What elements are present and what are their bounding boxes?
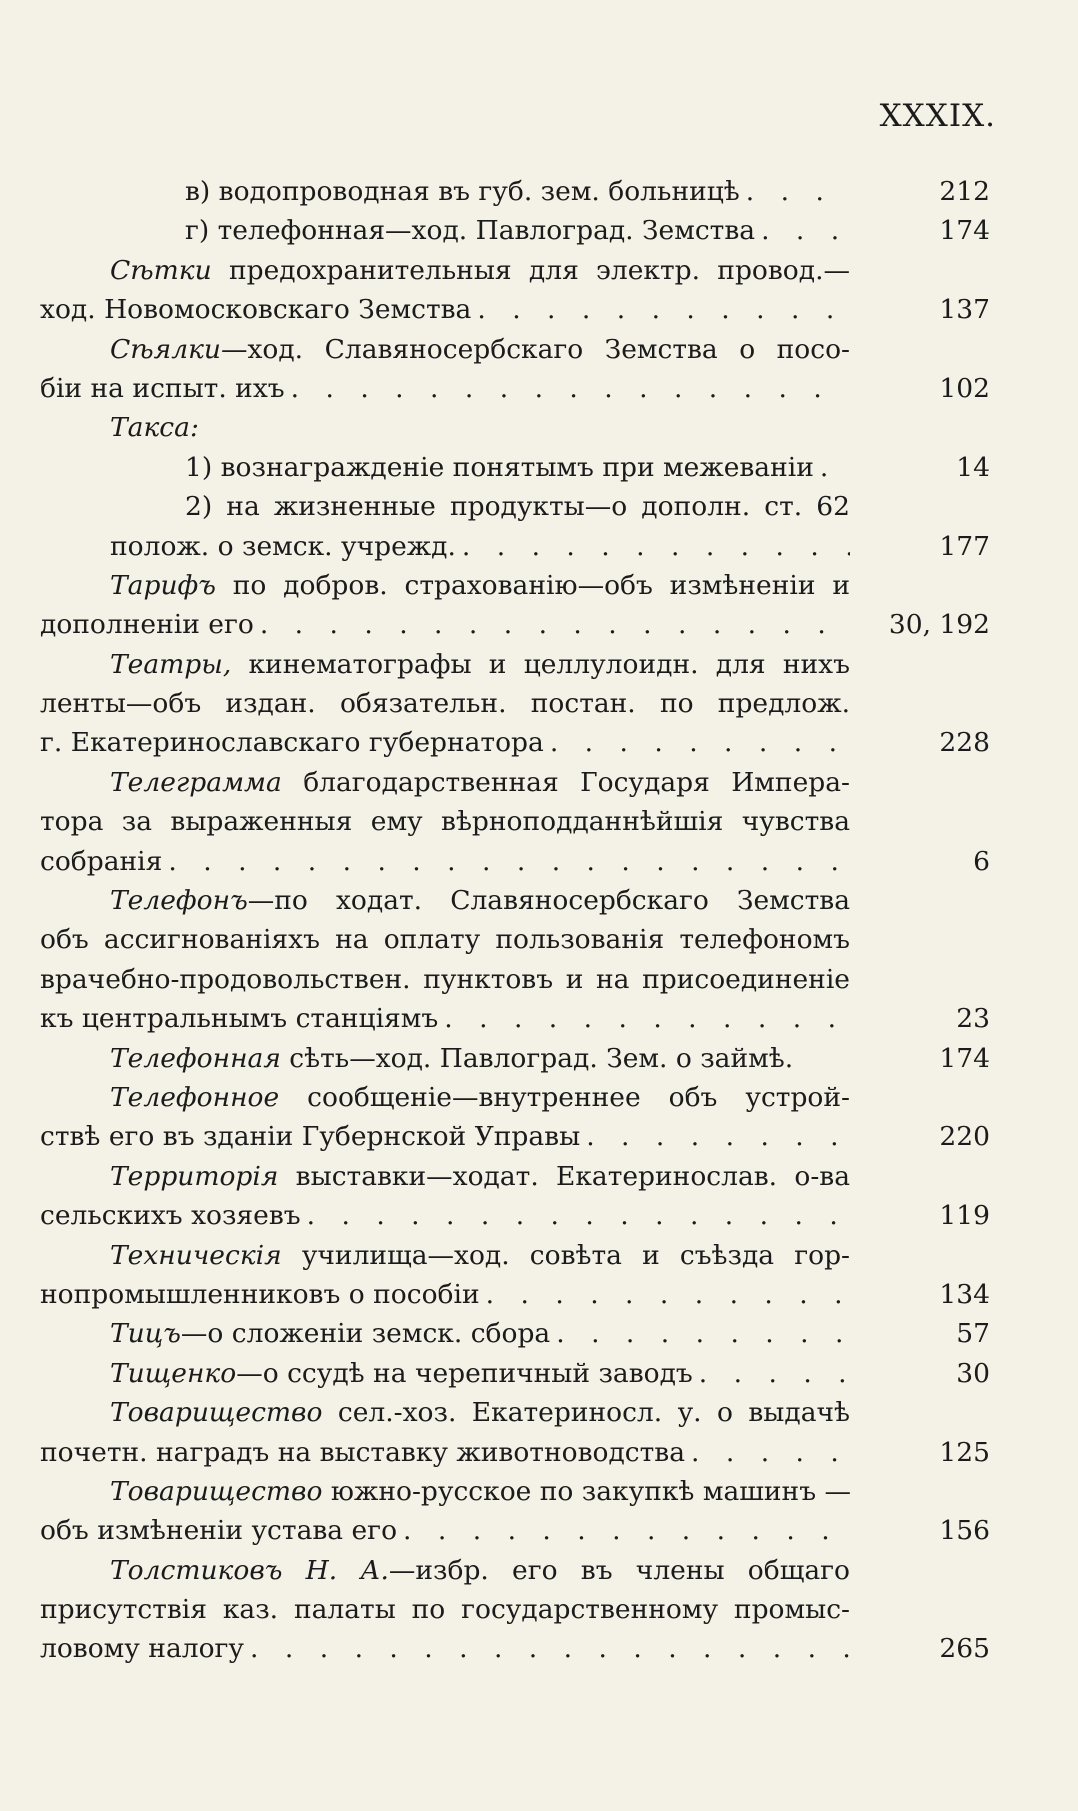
entry-text bbox=[40, 1039, 850, 1078]
entry-description: 2) на жизненные продукты—о дополн. ст. 62 bbox=[185, 491, 850, 523]
entry-text bbox=[40, 723, 850, 762]
page-reference: 125 bbox=[939, 1436, 990, 1468]
index-line bbox=[40, 881, 990, 920]
entry-description: —о ссудѣ на черепичный заводъ bbox=[236, 1357, 693, 1389]
index-line bbox=[40, 645, 990, 684]
entry-text bbox=[40, 369, 850, 408]
entry-text bbox=[40, 1590, 850, 1629]
index-line bbox=[40, 1039, 990, 1078]
dot-leader bbox=[814, 448, 850, 487]
index-line bbox=[40, 1472, 990, 1511]
page-number: XXXIX. bbox=[879, 98, 996, 134]
dot-leader bbox=[580, 1117, 850, 1156]
index-line bbox=[40, 1354, 990, 1393]
dot-leader bbox=[285, 369, 850, 408]
page-reference: 156 bbox=[939, 1515, 990, 1547]
entry-text bbox=[40, 1393, 850, 1432]
entry-text bbox=[40, 1314, 850, 1353]
entry-text bbox=[40, 1078, 850, 1117]
page-reference: 174 bbox=[939, 215, 990, 247]
entry-description: сообщеніе—внутреннее объ устрой- bbox=[279, 1081, 850, 1113]
entry-description: сѣть—ход. Павлоград. Зем. о займѣ. bbox=[280, 1042, 794, 1074]
index-line bbox=[40, 1629, 990, 1668]
dot-leader bbox=[438, 999, 850, 1038]
index-line bbox=[40, 527, 990, 566]
entry-description: нопромышленниковъ о пособіи bbox=[40, 1278, 480, 1310]
entry-headword: Телефонное bbox=[110, 1081, 280, 1113]
page-reference: 177 bbox=[939, 530, 990, 562]
page-reference: 228 bbox=[939, 727, 990, 759]
entry-text bbox=[40, 1354, 850, 1393]
entry-headword: Тарифъ bbox=[110, 569, 216, 601]
index-line bbox=[40, 566, 990, 605]
page-reference: 6 bbox=[973, 845, 990, 877]
entry-text bbox=[40, 1472, 850, 1511]
entry-description: —по ходат. Славяносербскаго Земства bbox=[247, 885, 850, 917]
entry-description: училища—ход. совѣта и съѣзда гор- bbox=[281, 1239, 850, 1271]
page-reference: 30, 192 bbox=[888, 609, 990, 641]
page-reference: 102 bbox=[939, 372, 990, 404]
index-line bbox=[40, 330, 990, 369]
entry-description: благодарственная Государя Импера- bbox=[281, 766, 850, 798]
index-line bbox=[40, 487, 990, 526]
entry-description: дополненіи его bbox=[40, 609, 254, 641]
entry-headword: Телефонъ bbox=[110, 885, 248, 917]
entry-description: кинематографы и целлулоидн. для нихъ bbox=[231, 648, 850, 680]
entry-text bbox=[40, 527, 850, 566]
index-line bbox=[40, 1275, 990, 1314]
entry-description: —ход. Славяносербскаго Земства о посо- bbox=[220, 333, 850, 365]
page-reference: 174 bbox=[939, 1042, 990, 1074]
entry-text bbox=[40, 1157, 850, 1196]
entry-headword: Театры, bbox=[110, 648, 232, 680]
page-reference: 57 bbox=[956, 1318, 990, 1350]
dot-leader bbox=[693, 1354, 850, 1393]
entry-text bbox=[40, 211, 850, 250]
entry-text bbox=[40, 1629, 850, 1668]
index-line bbox=[40, 605, 990, 644]
dot-leader bbox=[755, 211, 850, 250]
entry-description: в) водопроводная въ губ. зем. больницѣ bbox=[185, 176, 740, 207]
entry-description: собранія bbox=[40, 845, 163, 877]
entry-description: присутствія каз. палаты по государственному промыс- bbox=[40, 1594, 850, 1626]
entry-description: предохранительныя для электр. провод.— bbox=[211, 254, 850, 286]
entry-text bbox=[40, 960, 850, 999]
index-line bbox=[40, 1236, 990, 1275]
index-line bbox=[40, 1117, 990, 1156]
index-line bbox=[40, 1551, 990, 1590]
entry-description: —избр. его въ члены общаго bbox=[388, 1554, 850, 1586]
index-line bbox=[40, 1157, 990, 1196]
entry-headword: Тицъ bbox=[110, 1318, 181, 1350]
index-line bbox=[40, 684, 990, 723]
entry-text bbox=[40, 1117, 850, 1156]
entry-description: полож. о земск. учрежд. bbox=[110, 530, 456, 562]
dot-leader bbox=[456, 527, 850, 566]
dot-leader bbox=[162, 842, 850, 881]
entry-description: ствѣ его въ зданіи Губернской Управы bbox=[40, 1121, 581, 1153]
dot-leader bbox=[740, 172, 850, 211]
index-entries bbox=[40, 172, 990, 1669]
index-line bbox=[40, 802, 990, 841]
page-reference: 212 bbox=[939, 176, 990, 207]
entry-headword: Тищенко bbox=[110, 1357, 237, 1389]
entry-headword: Телеграмма bbox=[110, 766, 282, 798]
entry-description: сел.-хоз. Екатериносл. у. о выдачѣ bbox=[322, 1397, 850, 1429]
index-line bbox=[40, 1393, 990, 1432]
dot-leader bbox=[301, 1196, 850, 1235]
index-line bbox=[40, 1433, 990, 1472]
dot-leader bbox=[550, 1314, 850, 1353]
dot-leader bbox=[254, 605, 850, 644]
page-reference: 137 bbox=[939, 294, 990, 326]
entry-headword: Территорія bbox=[110, 1160, 279, 1192]
entry-headword: Техническія bbox=[110, 1239, 282, 1271]
entry-headword: Такса: bbox=[110, 412, 199, 444]
entry-description: объ измѣненіи устава его bbox=[40, 1515, 398, 1547]
entry-description: ловому налогу bbox=[40, 1633, 245, 1665]
entry-description: сельскихъ хозяевъ bbox=[40, 1200, 301, 1232]
index-line bbox=[40, 369, 990, 408]
dot-leader bbox=[397, 1511, 850, 1550]
entry-text bbox=[40, 881, 850, 920]
entry-headword: Сѣтки bbox=[110, 254, 212, 286]
page-reference: 30 bbox=[956, 1357, 990, 1389]
index-line bbox=[40, 408, 990, 447]
page-reference: 119 bbox=[939, 1200, 990, 1232]
entry-text bbox=[40, 763, 850, 802]
entry-text bbox=[40, 999, 850, 1038]
entry-text bbox=[40, 251, 850, 290]
dot-leader bbox=[480, 1275, 850, 1314]
index-line bbox=[40, 448, 990, 487]
entry-text bbox=[40, 172, 850, 211]
entry-text bbox=[40, 1275, 850, 1314]
entry-text bbox=[40, 1236, 850, 1275]
entry-description: по добров. страхованію—объ измѣненіи и bbox=[215, 569, 850, 601]
entry-description: объ ассигнованіяхъ на оплату пользованія телефономъ bbox=[40, 924, 850, 956]
entry-text bbox=[40, 290, 850, 329]
entry-description: врачебно-продовольствен. пунктовъ и на присоединеніе bbox=[40, 963, 850, 995]
entry-description: г) телефонная—ход. Павлоград. Земства bbox=[185, 215, 756, 247]
entry-description: тора за выраженныя ему вѣрноподданнѣйшія чувства bbox=[40, 806, 850, 838]
dot-leader bbox=[244, 1629, 850, 1668]
page-reference: 134 bbox=[939, 1278, 990, 1310]
index-line bbox=[40, 1511, 990, 1550]
entry-text bbox=[40, 920, 850, 959]
entry-description: —о сложеніи земск. сбора bbox=[180, 1318, 551, 1350]
entry-text bbox=[40, 408, 850, 447]
entry-text bbox=[40, 605, 850, 644]
entry-description: южно-русское по закупкѣ машинъ — bbox=[322, 1475, 851, 1507]
dot-leader bbox=[685, 1433, 850, 1472]
entry-headword: Сѣялки bbox=[110, 333, 221, 365]
entry-text bbox=[40, 1551, 850, 1590]
page-reference: 220 bbox=[939, 1121, 990, 1153]
entry-description: почетн. наградъ на выставку животноводства bbox=[40, 1436, 685, 1468]
entry-description: ленты—объ издан. обязательн. постан. по предлож. bbox=[40, 688, 850, 720]
index-line bbox=[40, 999, 990, 1038]
index-line bbox=[40, 251, 990, 290]
page-reference: 14 bbox=[956, 451, 990, 483]
index-line bbox=[40, 211, 990, 250]
index-line bbox=[40, 1590, 990, 1629]
entry-description: выставки—ходат. Екатеринослав. о-ва bbox=[278, 1160, 850, 1192]
entry-description: біи на испыт. ихъ bbox=[40, 372, 285, 404]
entry-text bbox=[40, 1196, 850, 1235]
index-line bbox=[40, 723, 990, 762]
entry-text bbox=[40, 684, 850, 723]
entry-text bbox=[40, 1433, 850, 1472]
index-line bbox=[40, 960, 990, 999]
entry-text bbox=[40, 645, 850, 684]
entry-headword: Телефонная bbox=[110, 1042, 281, 1074]
dot-leader bbox=[471, 290, 850, 329]
entry-description: 1) вознагражденіе понятымъ при межеваніи bbox=[185, 451, 814, 483]
entry-headword: Товарищество bbox=[110, 1475, 323, 1507]
page-reference: 23 bbox=[956, 1003, 990, 1035]
index-line bbox=[40, 1078, 990, 1117]
entry-headword: Товарищество bbox=[110, 1397, 323, 1429]
entry-text bbox=[40, 842, 850, 881]
index-line bbox=[40, 290, 990, 329]
entry-text bbox=[40, 1511, 850, 1550]
entry-text bbox=[40, 448, 850, 487]
index-line bbox=[40, 920, 990, 959]
index-line bbox=[40, 763, 990, 802]
index-line bbox=[40, 1314, 990, 1353]
entry-description: г. Екатеринославскаго губернатора bbox=[40, 727, 544, 759]
index-line bbox=[40, 172, 990, 211]
entry-text bbox=[40, 566, 850, 605]
page-reference: 265 bbox=[939, 1633, 990, 1665]
index-line bbox=[40, 1196, 990, 1235]
entry-description: ход. Новомосковскаго Земства bbox=[40, 294, 472, 326]
entry-text bbox=[40, 802, 850, 841]
index-line bbox=[40, 842, 990, 881]
entry-text bbox=[40, 487, 850, 526]
entry-description: къ центральнымъ станціямъ bbox=[40, 1003, 439, 1035]
dot-leader bbox=[544, 723, 850, 762]
entry-text bbox=[40, 330, 850, 369]
entry-headword: Толстиковъ Н. А. bbox=[110, 1554, 389, 1586]
